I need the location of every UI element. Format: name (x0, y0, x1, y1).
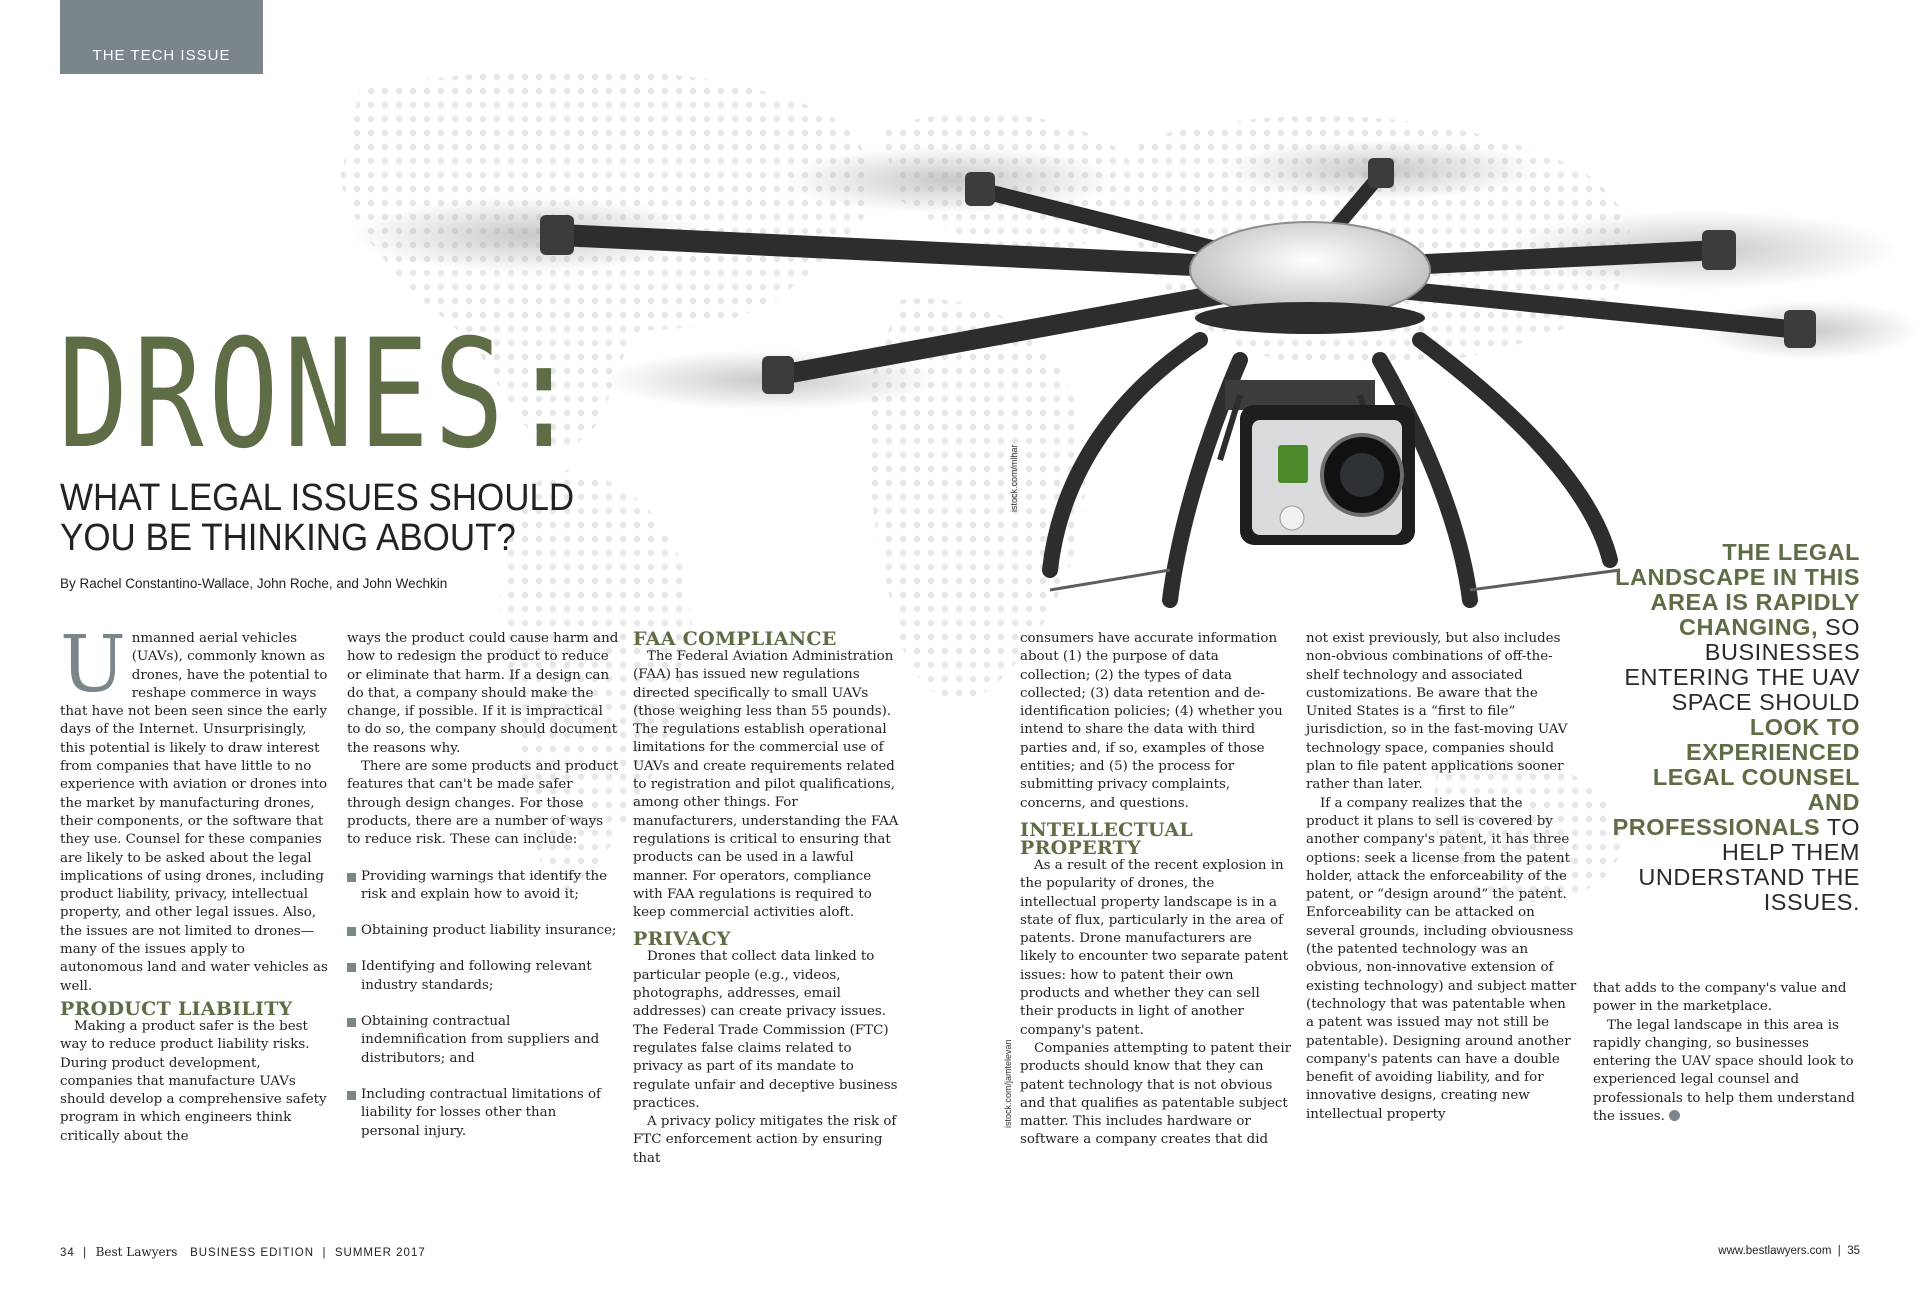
byline: By Rachel Constantino-Wallace, John Roche, and John Wechkin (60, 576, 448, 591)
article-column-4 (1020, 630, 1292, 1150)
section-heading-faa-compliance: FAA COMPLIANCE (633, 628, 837, 650)
section-tab: THE TECH ISSUE (60, 0, 263, 74)
end-mark-icon (1669, 1110, 1680, 1121)
section-heading-privacy: PRIVACY (633, 928, 731, 951)
photo-credit: istock.com/jamtelevan (1003, 1039, 1013, 1128)
paragraph: Drones that collect data linked to particular people (e.g., videos, photographs, addresses, email addresses) can create privacy issues. The Federal Trade Commission (FTC) regulates false claims related to privacy as part of its mandate to regulate unfair and deceptive business practices. (633, 949, 898, 1111)
article-column-2 (347, 630, 619, 1159)
edition-label: BUSINESS EDITION (190, 1247, 315, 1259)
page-number-left: 34 (60, 1247, 75, 1259)
paragraph: If a company realizes that the product it plans to sell is covered by another company's patent, it has three options: seek a license from the patent holder, attack the enforceability of the patent, or “design around” the patent. Enforceability can be attacked on several grounds, including obviousness (the patented technology was an obvious, non-innovative extension of existing technology) and subject matter (technology that was patentable when a patent was issued may not still be patentable). Designing around another company's patents can have a double benefit of avoiding liability, and for innovative designs, creating new intellectual property (1306, 795, 1577, 1122)
section-heading-product-liability: PRODUCT LIABILITY (60, 997, 293, 1020)
paragraph: The Federal Aviation Administration (FAA) has issued new regulations directed specifically to small UAVs (those weighing less than 55 pounds). The regulations establish operational limitations for the commercial use of UAVs and create requirements related to registration and pilot qualifications, among other things. For manufacturers, understanding the FAA regulations is critical to ensuring that products can be used in a lawful manner. For operators, compliance with FAA regulations is required to keep commercial activities aloft. (633, 649, 899, 921)
risk-reduction-list (347, 868, 619, 1141)
paragraph: A privacy policy mitigates the risk of FTC enforcement action by ensuring that (633, 1114, 897, 1166)
pull-quote: THE LEGAL LANDSCAPE IN THIS AREA IS RAPIDLY CHANGING, SO BUSINESSES ENTERING THE UAV SPACE SHOULD LOOK TO EXPERIENCED LEGAL COUNSEL AND PROFESSIONALS TO HELP THEM UNDERSTAND THE ISSUES. (1612, 539, 1860, 915)
list-item: Including contractual limitations of liability for losses other than personal injury. (347, 1086, 619, 1141)
paragraph: Companies attempting to patent their products should know that they can patent technology that is not obvious and that qualifies as patentable subject matter. This includes hardware or software a company creates that did (1020, 1040, 1292, 1148)
article-column-1 (60, 620, 332, 1146)
footer-left: 34 | Best Lawyers BUSINESS EDITION | SUMMER 2017 (60, 1245, 426, 1259)
paragraph: consumers have accurate information about (1) the purpose of data collection; (2) the types of data collected; (3) data retention and de-identification policies; (4) whether you intend to share the data with third parties and, if so, examples of those entities; and (5) the process for submitting privacy complaints, concerns, and questions. (1020, 631, 1283, 811)
article-column-3 (633, 630, 905, 1168)
closing-paragraph: The legal landscape in this area is rapidly changing, so businesses entering the UAV space should look to experienced legal counsel and professionals to help them understand the issues. (1593, 1017, 1855, 1125)
footer-right: www.bestlawyers.com | 35 (1718, 1245, 1860, 1257)
article-title: DRONES: (58, 308, 584, 482)
issue-date: SUMMER 2017 (334, 1247, 426, 1259)
paragraph: Making a product safer is the best way to reduce product liability risks. During product development, companies that manufacture UAVs should develop a comprehensive safety program in which engineers think critically about the (60, 1018, 327, 1144)
page-number-right: 35 (1847, 1245, 1860, 1257)
article-subtitle: WHAT LEGAL ISSUES SHOULD YOU BE THINKING ABOUT? (60, 477, 575, 559)
section-heading-intellectual-property: INTELLECTUAL PROPERTY (1020, 818, 1194, 859)
paragraph: There are some products and product features that can't be made safer through design changes. For those products, there are a number of ways to reduce risk. These can include: (347, 759, 619, 848)
intro-paragraph: Unmanned aerial vehicles (UAVs), commonly known as drones, have the potential to reshape commerce in ways that have not been seen since the early days of the Internet. Unsurprisingly, this potential is likely to draw interest from companies that have little to no experience with aviation or drones into the market by manufacturing drones, their components, or the software that they use. Counsel for these companies are likely to be asked about the legal implications of using drones, including product liability, privacy, intellectual property, and other legal issues. Also, the issues are not limited to drones—many of the issues apply to autonomous land and water vehicles as well. (60, 620, 328, 994)
article-column-6 (1593, 980, 1865, 1126)
list-item: Obtaining contractual indemnification from suppliers and distributors; and (347, 1013, 619, 1068)
drop-cap: U (60, 620, 126, 710)
list-item: Obtaining product liability insurance; (347, 922, 619, 940)
website-link[interactable]: www.bestlawyers.com (1718, 1245, 1832, 1257)
paragraph: not exist previously, but also includes non-obvious combinations of off-the-shelf technology and associated customizations. Be aware that the United States is a “first to file” jurisdiction, so in the fast-moving UAV technology space, companies should plan to file patent applications sooner rather than later. (1306, 631, 1568, 793)
photo-credit: istock.com/mlhar (1009, 444, 1019, 512)
brand-logo: Best Lawyers (95, 1245, 178, 1259)
list-item: Providing warnings that identify the risk and explain how to avoid it; (347, 868, 619, 905)
list-item: Identifying and following relevant industry standards; (347, 958, 619, 995)
paragraph: that adds to the company's value and power in the marketplace. (1593, 981, 1847, 1015)
article-column-5 (1306, 630, 1578, 1124)
paragraph: As a result of the recent explosion in the popularity of drones, the intellectual property landscape is in a state of flux, particularly in the area of patents. Drone manufacturers are likely to encounter two separate patent issues: how to patent their own products and whether they can sell their products in light of another company's patent. (1020, 857, 1289, 1038)
paragraph: ways the product could cause harm and how to redesign the product to reduce or eliminate that harm. If a design can do that, a company should make the change, if possible. If it is impractical to do so, the company should document the reasons why. (347, 631, 619, 756)
